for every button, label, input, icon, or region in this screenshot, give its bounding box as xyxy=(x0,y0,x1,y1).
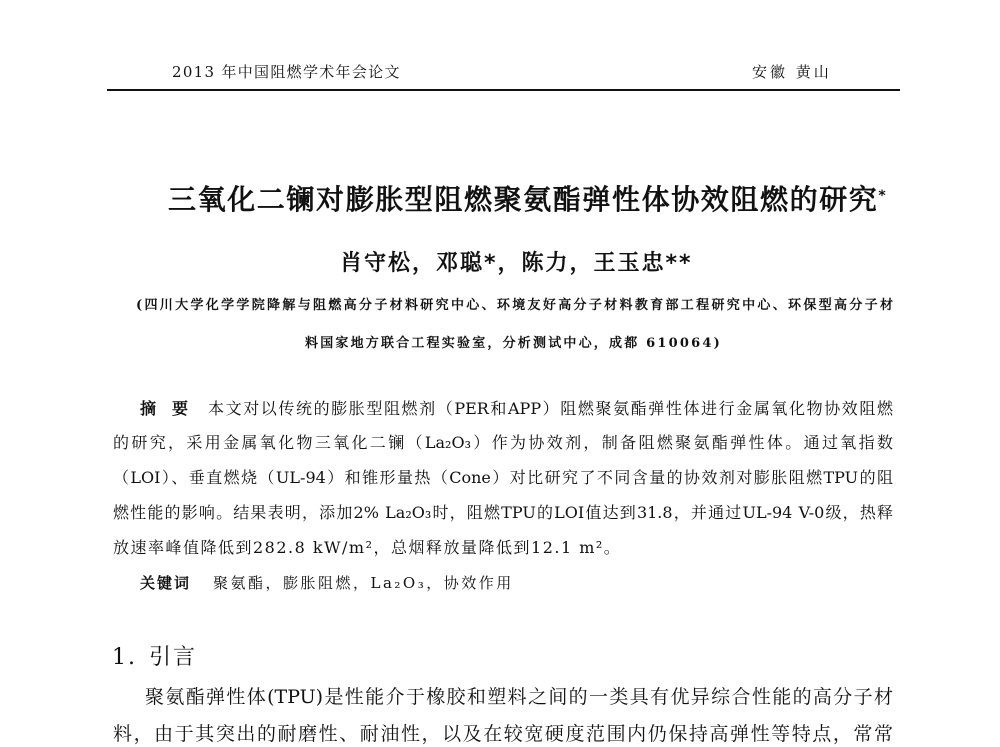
affiliation-line: 料国家地方联合工程实验室，分析测试中心，成都 610064) xyxy=(305,336,722,351)
header-divider xyxy=(107,89,900,91)
title-footnote-marker: * xyxy=(878,188,886,204)
section-number: 1. xyxy=(112,645,137,670)
abstract-line: 燃性能的影响。结果表明，添加2% La₂O₃时，阻燃TPU的LOI值达到31.8，并通过UL-94 V-0级，热释 xyxy=(113,503,893,522)
section-heading xyxy=(112,644,197,672)
affiliation-line: (四川大学化学学院降解与阻燃高分子材料研究中心、环境友好高分子材料教育部工程研究中心、环保型高分子材 xyxy=(136,298,893,313)
abstract-line: （LOI）、垂直燃烧（UL-94）和锥形量热（Cone）对比研究了不同含量的协效剂对膨胀阻燃TPU的阻 xyxy=(113,468,893,487)
paper-title xyxy=(168,182,886,218)
body-text-line: 聚氨酯弹性体(TPU)是性能介于橡胶和塑料之间的一类具有优异综合性能的高分子材 xyxy=(145,686,893,708)
paper-title-text: 三氧化二镧对膨胀型阻燃聚氨酯弹性体协效阻燃的研究 xyxy=(168,183,879,216)
section-title: 引言 xyxy=(149,645,198,670)
keywords-label: 关键词 xyxy=(140,574,192,592)
author-list: 肖守松，邓聪*，陈力，王玉忠** xyxy=(340,251,693,276)
body-text-line: 料，由于其突出的耐磨性、耐油性，以及在较宽硬度范围内仍保持高弹性等特点，常常 xyxy=(113,723,893,745)
conference-name: 2013 年中国阻燃学术年会论文 xyxy=(172,63,401,81)
keywords-text: 聚氨酯，膨胀阻燃，La₂O₃，协效作用 xyxy=(213,574,514,592)
abstract-line: 本文对以传统的膨胀型阻燃剂（PER和APP）阻燃聚氨酯弹性体进行金属氧化物协效阻燃 xyxy=(208,399,893,418)
conference-location: 安徽 黄山 xyxy=(752,63,832,81)
abstract-line: 的研究，采用金属氧化物三氧化二镧（La₂O₃）作为协效剂，制备阻燃聚氨酯弹性体。通过氧指数 xyxy=(113,433,893,452)
body-text-clipped-region xyxy=(113,723,893,745)
abstract-line: 放速率峰值降低到282.8 kW/m²，总烟释放量降低到12.1 m²。 xyxy=(113,538,622,557)
abstract-label: 摘 要 xyxy=(140,399,189,418)
